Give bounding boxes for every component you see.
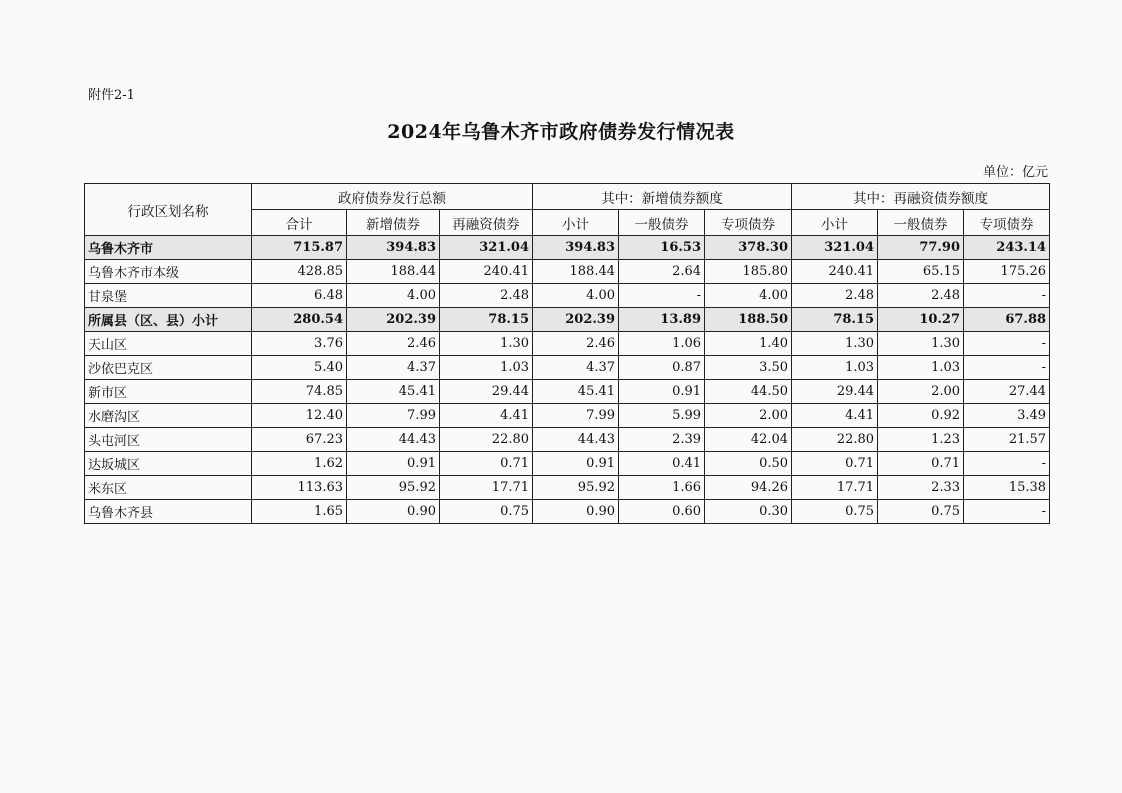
value-cell: 175.26 [964,260,1050,284]
table-row [85,236,1050,260]
value-cell: 0.75 [792,500,878,524]
region-name-cell: 天山区 [85,332,252,356]
header-col: 新增债券 [347,210,440,236]
value-cell: 185.80 [705,260,792,284]
value-cell: 2.48 [878,284,964,308]
value-cell: 1.40 [705,332,792,356]
value-cell: - [619,284,705,308]
table-row [85,404,1050,428]
value-cell: 240.41 [792,260,878,284]
value-cell: 4.00 [347,284,440,308]
value-cell: 2.46 [347,332,440,356]
value-cell: 2.39 [619,428,705,452]
value-cell: 74.85 [252,380,347,404]
value-cell: 22.80 [792,428,878,452]
value-cell: 3.50 [705,356,792,380]
value-cell: 2.48 [792,284,878,308]
header-col: 一般债券 [619,210,705,236]
value-cell: 394.83 [533,236,619,260]
value-cell: 67.88 [964,308,1050,332]
value-cell: 0.91 [347,452,440,476]
header-col: 专项债券 [964,210,1050,236]
value-cell: 94.26 [705,476,792,500]
value-cell: 0.71 [878,452,964,476]
value-cell: 378.30 [705,236,792,260]
value-cell: 95.92 [347,476,440,500]
table-row [85,260,1050,284]
value-cell: 29.44 [440,380,533,404]
value-cell: 4.41 [440,404,533,428]
page-title: 2024年乌鲁木齐市政府债券发行情况表 [387,121,735,143]
value-cell: 65.15 [878,260,964,284]
value-cell: 1.03 [878,356,964,380]
header-col: 一般债券 [878,210,964,236]
value-cell: 3.76 [252,332,347,356]
value-cell: 0.60 [619,500,705,524]
value-cell: 44.43 [533,428,619,452]
value-cell: 0.91 [619,380,705,404]
value-cell: 188.44 [533,260,619,284]
header-col: 小计 [792,210,878,236]
value-cell: 240.41 [440,260,533,284]
region-name-cell: 沙依巴克区 [85,356,252,380]
value-cell: 0.30 [705,500,792,524]
region-name-cell: 水磨沟区 [85,404,252,428]
header-group-new: 其中：新增债券额度 [533,184,792,210]
value-cell: 45.41 [347,380,440,404]
value-cell: 202.39 [347,308,440,332]
value-cell: 3.49 [964,404,1050,428]
value-cell: 78.15 [440,308,533,332]
value-cell: 5.40 [252,356,347,380]
table-row [85,380,1050,404]
value-cell: 1.30 [792,332,878,356]
value-cell: 12.40 [252,404,347,428]
value-cell: 0.75 [440,500,533,524]
value-cell: 0.41 [619,452,705,476]
value-cell: 1.03 [792,356,878,380]
value-cell: 0.75 [878,500,964,524]
value-cell: 6.48 [252,284,347,308]
debt-issuance-table [84,183,1050,524]
value-cell: 45.41 [533,380,619,404]
value-cell: 321.04 [792,236,878,260]
value-cell: 17.71 [440,476,533,500]
value-cell: 7.99 [347,404,440,428]
value-cell: 0.92 [878,404,964,428]
table-row [85,308,1050,332]
value-cell: 715.87 [252,236,347,260]
value-cell: 15.38 [964,476,1050,500]
value-cell: - [964,284,1050,308]
table-row [85,452,1050,476]
value-cell: 17.71 [792,476,878,500]
value-cell: - [964,356,1050,380]
value-cell: 1.06 [619,332,705,356]
value-cell: 44.50 [705,380,792,404]
value-cell: 2.64 [619,260,705,284]
value-cell: 27.44 [964,380,1050,404]
region-name-cell: 乌鲁木齐县 [85,500,252,524]
value-cell: 21.57 [964,428,1050,452]
value-cell: 42.04 [705,428,792,452]
value-cell: 243.14 [964,236,1050,260]
value-cell: 13.89 [619,308,705,332]
value-cell: 0.71 [440,452,533,476]
value-cell: 5.99 [619,404,705,428]
value-cell: 0.90 [533,500,619,524]
value-cell: 77.90 [878,236,964,260]
value-cell: 0.71 [792,452,878,476]
value-cell: 2.46 [533,332,619,356]
value-cell: 321.04 [440,236,533,260]
value-cell: - [964,500,1050,524]
attachment-label: 附件2-1 [88,88,135,103]
header-col: 小计 [533,210,619,236]
value-cell: 4.37 [347,356,440,380]
header-group-total: 政府债券发行总额 [252,184,533,210]
value-cell: 4.37 [533,356,619,380]
value-cell: 22.80 [440,428,533,452]
header-group-refinance: 其中：再融资债券额度 [792,184,1050,210]
value-cell: 1.66 [619,476,705,500]
header-col: 再融资债券 [440,210,533,236]
header-region: 行政区划名称 [85,184,252,236]
region-name-cell: 乌鲁木齐市本级 [85,260,252,284]
value-cell: - [964,332,1050,356]
header-col: 专项债券 [705,210,792,236]
value-cell: 7.99 [533,404,619,428]
value-cell: 0.50 [705,452,792,476]
region-name-cell: 达坂城区 [85,452,252,476]
region-name-cell: 所属县（区、县）小计 [85,308,252,332]
value-cell: 2.00 [705,404,792,428]
value-cell: 1.23 [878,428,964,452]
value-cell: 2.00 [878,380,964,404]
value-cell: 188.44 [347,260,440,284]
header-col: 合计 [252,210,347,236]
value-cell: 4.00 [533,284,619,308]
table-row [85,284,1050,308]
value-cell: 44.43 [347,428,440,452]
value-cell: 0.87 [619,356,705,380]
value-cell: 1.65 [252,500,347,524]
table-row [85,332,1050,356]
value-cell: 1.03 [440,356,533,380]
value-cell: 67.23 [252,428,347,452]
value-cell: 2.33 [878,476,964,500]
value-cell: 280.54 [252,308,347,332]
value-cell: 0.91 [533,452,619,476]
value-cell: 113.63 [252,476,347,500]
region-name-cell: 头屯河区 [85,428,252,452]
value-cell: 1.30 [878,332,964,356]
value-cell: 1.30 [440,332,533,356]
region-name-cell: 新市区 [85,380,252,404]
region-name-cell: 甘泉堡 [85,284,252,308]
value-cell: 29.44 [792,380,878,404]
value-cell: 1.62 [252,452,347,476]
value-cell: 78.15 [792,308,878,332]
unit-label: 单位：亿元 [982,165,1048,180]
value-cell: - [964,452,1050,476]
region-name-cell: 乌鲁木齐市 [85,236,252,260]
value-cell: 4.00 [705,284,792,308]
value-cell: 0.90 [347,500,440,524]
value-cell: 394.83 [347,236,440,260]
value-cell: 428.85 [252,260,347,284]
table-row [85,476,1050,500]
table-row [85,356,1050,380]
value-cell: 10.27 [878,308,964,332]
value-cell: 202.39 [533,308,619,332]
value-cell: 95.92 [533,476,619,500]
region-name-cell: 米东区 [85,476,252,500]
value-cell: 188.50 [705,308,792,332]
value-cell: 4.41 [792,404,878,428]
value-cell: 2.48 [440,284,533,308]
table-row [85,500,1050,524]
value-cell: 16.53 [619,236,705,260]
table-row [85,428,1050,452]
